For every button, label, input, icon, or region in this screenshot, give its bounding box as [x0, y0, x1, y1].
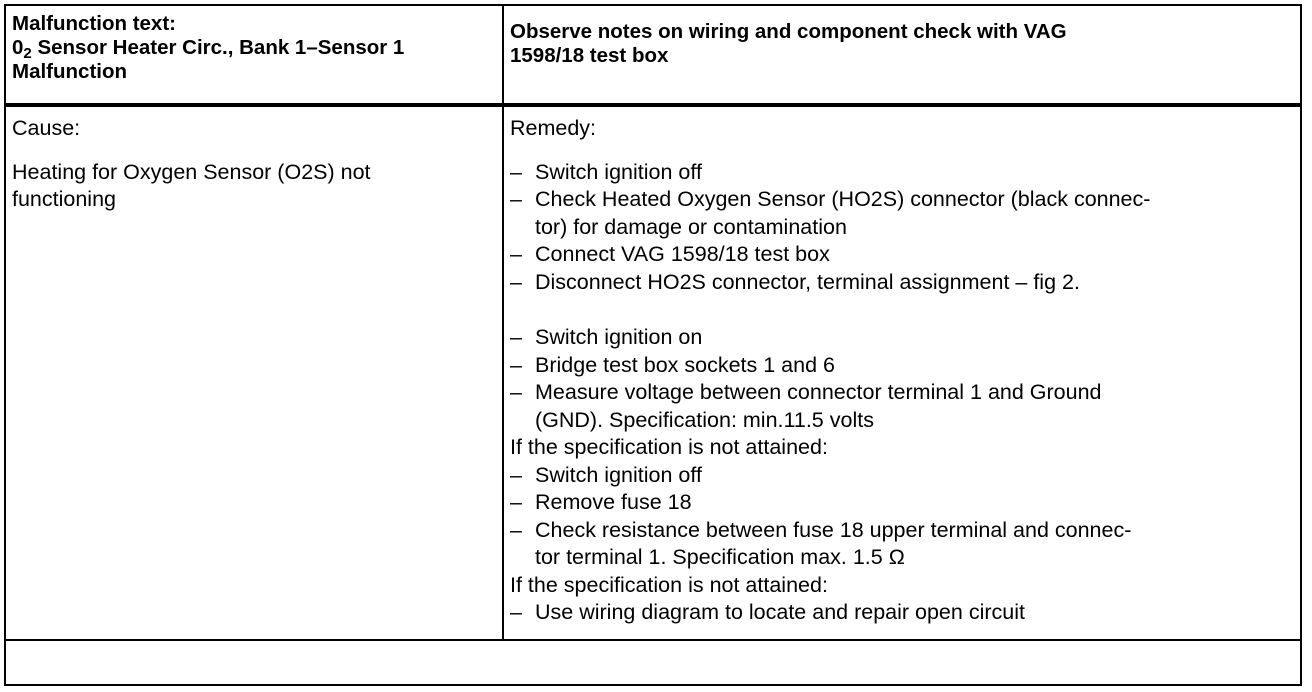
remedy-step-line: tor terminal 1. Specification max. 1.5 Ω	[535, 545, 905, 569]
remedy-step	[510, 186, 1296, 241]
malfunction-text-header	[12, 12, 498, 84]
remedy-step-line: Use wiring diagram to locate and repair open circuit	[535, 600, 1025, 624]
observe-notes-header	[510, 20, 1296, 68]
remedy-step	[510, 489, 1296, 517]
remedy-step-line: Switch ignition off	[535, 159, 702, 184]
remedy-steps-group-1	[510, 159, 1296, 297]
remedy-step-line: Switch ignition off	[535, 462, 702, 487]
remedy-step-line: Bridge test box sockets 1 and 6	[535, 352, 835, 377]
malfunction-title	[12, 36, 498, 60]
remedy-step-line: tor) for damage or contamination	[535, 214, 847, 239]
remedy-steps-group-4	[510, 599, 1296, 627]
dash-bullet: –	[510, 462, 522, 487]
cause-text-line2: functioning	[12, 187, 116, 211]
malfunction-label: Malfunction text:	[12, 12, 176, 35]
cause-label: Cause:	[12, 116, 81, 140]
malfunction-title-line3: Malfunction	[12, 60, 128, 83]
malfunction-subscript: 2	[23, 45, 32, 62]
dash-bullet: –	[510, 352, 522, 377]
remedy-step-line: Check resistance between fuse 18 upper terminal and connec-	[535, 517, 1132, 542]
remedy-step-line: Disconnect HO2S connector, terminal assignment – fig 2.	[535, 269, 1080, 294]
dash-bullet: –	[510, 380, 522, 404]
remedy-step	[510, 462, 1296, 490]
remedy-step	[510, 517, 1296, 572]
header-divider	[6, 103, 1300, 107]
dash-bullet: –	[510, 242, 522, 266]
remedy-step	[510, 269, 1296, 297]
remedy-step-line: (GND). Specification: min.11.5 volts	[535, 407, 874, 432]
remedy-step-line: Switch ignition on	[535, 325, 703, 349]
remedy-steps-group-2	[510, 324, 1296, 434]
malfunction-prefix: 0	[12, 36, 24, 59]
remedy-cell	[510, 115, 1296, 627]
dash-bullet: –	[510, 325, 522, 349]
remedy-step-line: Check Heated Oxygen Sensor (HO2S) connector (black connec-	[535, 187, 1151, 211]
remedy-step-line: Remove fuse 18	[535, 490, 692, 514]
footer-divider	[6, 639, 1300, 641]
condition-not-attained-2: If the specification is not attained:	[510, 572, 828, 597]
remedy-steps-group-3	[510, 462, 1296, 572]
remedy-label: Remedy:	[510, 116, 597, 140]
remedy-step	[510, 159, 1296, 187]
condition-not-attained-1: If the specification is not attained:	[510, 435, 828, 459]
remedy-step-line: Measure voltage between connector terminal 1 and Ground	[535, 380, 1102, 404]
observe-notes-line2: 1598/18 test box	[510, 44, 669, 67]
remedy-step	[510, 241, 1296, 269]
spacer	[510, 296, 1296, 324]
remedy-step	[510, 599, 1296, 627]
cause-cell	[12, 115, 498, 214]
dash-bullet: –	[510, 490, 522, 514]
observe-notes-line1: Observe notes on wiring and component check with VAG	[510, 20, 1067, 43]
diagnostic-table	[4, 4, 1302, 686]
dash-bullet: –	[510, 600, 522, 624]
footer-row	[12, 646, 1292, 680]
remedy-step	[510, 324, 1296, 352]
dash-bullet: –	[510, 517, 522, 542]
dash-bullet: –	[510, 159, 522, 184]
column-divider	[502, 6, 504, 639]
dash-bullet: –	[510, 269, 522, 294]
dash-bullet: –	[510, 187, 522, 211]
remedy-step	[510, 379, 1296, 434]
cause-text-line1: Heating for Oxygen Sensor (O2S) not	[12, 159, 371, 184]
remedy-step	[510, 352, 1296, 380]
remedy-step-line: Connect VAG 1598/18 test box	[535, 242, 830, 266]
malfunction-title-rest: Sensor Heater Circ., Bank 1–Sensor 1	[31, 36, 405, 59]
